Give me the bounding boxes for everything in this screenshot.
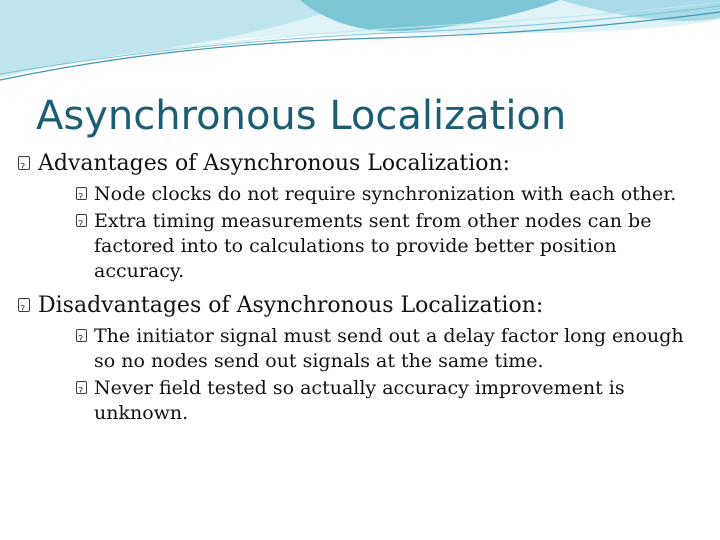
- slide-body: [18, 150, 688, 434]
- list-item-text: The initiator signal must send out a delay factor long enough so no nodes send out signals at the same time.: [94, 325, 684, 372]
- missing-glyph-box-icon: [76, 214, 87, 227]
- missing-glyph-box-icon: [76, 187, 87, 200]
- section-heading-advantages: [18, 150, 688, 178]
- slide-title: Asynchronous Localization: [36, 93, 567, 139]
- section-heading-text: Advantages of Asynchronous Localization:: [38, 151, 511, 176]
- list-item: [76, 376, 688, 426]
- missing-glyph-box-icon: [18, 156, 30, 170]
- missing-glyph-box-icon: [76, 381, 87, 394]
- list-item: [76, 209, 688, 284]
- list-item-text: Never field tested so actually accuracy improvement is unknown.: [94, 377, 625, 424]
- header-wave-decoration: [0, 0, 720, 90]
- section-heading-text: Disadvantages of Asynchronous Localization:: [38, 293, 544, 318]
- list-item: [76, 324, 688, 374]
- missing-glyph-box-icon: [18, 298, 30, 312]
- section-heading-disadvantages: [18, 292, 688, 320]
- missing-glyph-box-icon: [76, 329, 87, 342]
- list-item: [76, 182, 688, 207]
- list-item-text: Extra timing measurements sent from other nodes can be factored into to calculations to provide better position accuracy.: [94, 210, 652, 282]
- list-item-text: Node clocks do not require synchronization with each other.: [94, 183, 677, 205]
